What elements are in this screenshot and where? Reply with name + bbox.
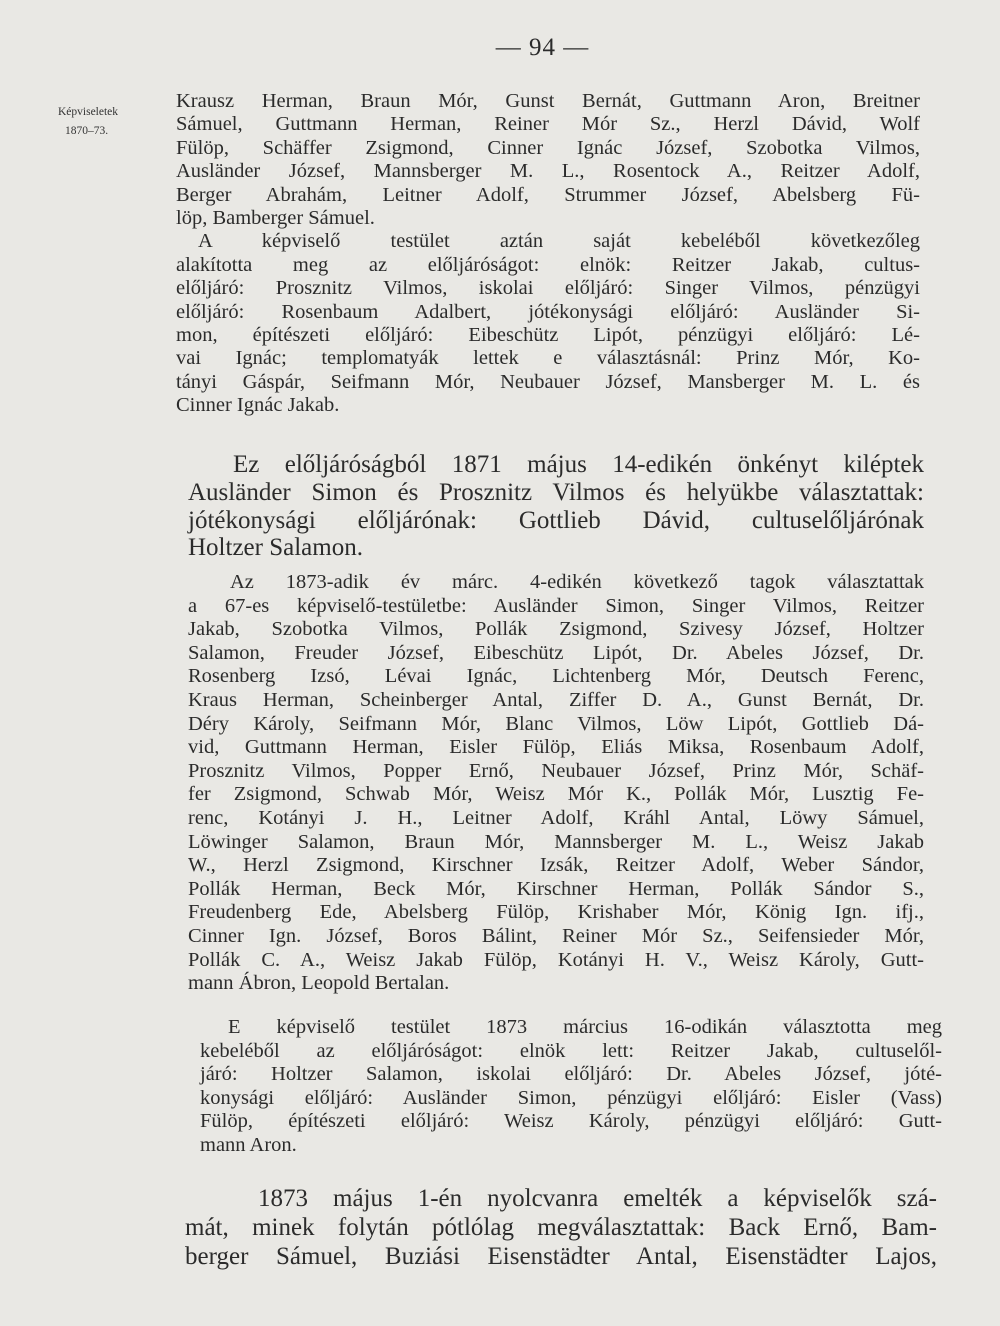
text-line: Jakab, Szobotka Vilmos, Pollák Zsigmond, Szivesy József, Holtzer: [188, 618, 924, 641]
text-line: 1873 május 1-én nyolcvanra emelték a képviselők szá-: [258, 1185, 937, 1212]
text-line: járó: Holtzer Salamon, iskolai előljáró: Dr. Abeles József, jóté-: [200, 1063, 942, 1085]
text-line: Ausländer József, Mannsberger M. L., Rosentock A., Reitzer Adolf,: [176, 160, 920, 183]
margin-note: [58, 103, 168, 141]
text-line: Fülöp, építészeti előljáró: Weisz Károly, pénzügyi előljáró: Gutt-: [200, 1110, 942, 1132]
text-line: Pollák Herman, Beck Mór, Kirschner Herman, Pollák Sándor S.,: [188, 877, 924, 900]
text-line: mann Ábron, Leopold Bertalan.: [188, 972, 450, 995]
margin-note-dates: 1870–73.: [65, 125, 109, 137]
text-line: Freudenberg Ede, Abelsberg Fülöp, Krishaber Mór, König Ign. ifj.,: [188, 901, 924, 924]
page-number: — 94 —: [495, 34, 590, 61]
text-line: Ausländer Simon és Prosznitz Vilmos és helyükbe választattak:: [188, 478, 924, 506]
text-line: alakította meg az előljáróságot: elnök: Reitzer Jakab, cultus-: [176, 253, 920, 276]
text-line: mann Aron.: [200, 1133, 297, 1156]
text-line: Rosenberg Izsó, Lévai Ignác, Lichtenberg Mór, Deutsch Ferenc,: [188, 665, 924, 688]
text-line: vai Ignác; templomatyák lettek e választásnál: Prinz Mór, Ko-: [176, 347, 920, 370]
text-line: tányi Gáspár, Seifmann Mór, Neubauer József, Mansberger M. L. és: [176, 370, 920, 393]
text-line: fer Zsigmond, Schwab Mór, Weisz Mór K., Pollák Mór, Lusztig Fe-: [188, 783, 924, 806]
text-line: Holtzer Salamon.: [188, 534, 363, 562]
text-line: renc, Kotányi J. H., Leitner Adolf, Kráhl Antal, Löwy Sámuel,: [188, 806, 924, 829]
text-line: W., Herzl Zsigmond, Kirschner Izsák, Reitzer Adolf, Weber Sándor,: [188, 854, 924, 877]
margin-note-label: Képviseletek: [58, 106, 119, 118]
text-line: vid, Guttmann Herman, Eisler Fülöp, Eliás Miksa, Rosenbaum Adolf,: [188, 736, 924, 759]
paragraph-2: [188, 451, 924, 562]
text-line: A képviselő testület aztán saját kebeléből következőleg: [198, 230, 920, 253]
text-line: Kraus Herman, Scheinberger Antal, Ziffer D. A., Gunst Bernát, Dr.: [188, 688, 924, 711]
paragraph-4: [200, 1016, 942, 1157]
text-line: berger Sámuel, Buziási Eisenstädter Antal, Eisenstädter Lajos,: [185, 1242, 937, 1270]
text-line: jótékonysági előljárónak: Gottlieb Dávid, cultuselőljárónak: [188, 506, 924, 534]
paragraph-1: [176, 90, 920, 418]
text-line: E képviselő testület 1873 március 16-odikán választotta meg: [228, 1016, 942, 1038]
text-line: Cinner Ign. József, Boros Bálint, Reiner Mór Sz., Seifensieder Mór,: [188, 924, 924, 947]
text-line: mon, építészeti előljáró: Eibeschütz Lipót, pénzügyi előljáró: Lé-: [176, 324, 920, 347]
text-line: Prosznitz Vilmos, Popper Ernő, Neubauer József, Prinz Mór, Schäf-: [188, 759, 924, 782]
text-line: Az 1873-adik év márc. 4-edikén következő tagok választattak: [230, 571, 924, 593]
text-line: Fülöp, Schäffer Zsigmond, Cinner Ignác József, Szobotka Vilmos,: [176, 136, 920, 159]
text-line: Löwinger Salamon, Braun Mór, Mannsberger M. L., Weisz Jakab: [188, 830, 924, 853]
text-line: konysági előljáró: Ausländer Simon, pénzügyi előljáró: Eisler (Vass): [200, 1086, 942, 1109]
text-line: Sámuel, Guttmann Herman, Reiner Mór Sz., Herzl Dávid, Wolf: [176, 113, 920, 136]
text-line: Cinner Ignác Jakab.: [176, 394, 340, 417]
paragraph-3: [188, 571, 924, 996]
text-line: Berger Abrahám, Leitner Adolf, Strummer József, Abelsberg Fü-: [176, 183, 920, 206]
text-line: mát, minek folytán pótlólag megválasztattak: Back Ernő, Bam-: [185, 1213, 937, 1241]
text-line: kebeléből az előljáróságot: elnök lett: Reitzer Jakab, cultuselől-: [200, 1039, 942, 1062]
text-line: Ez előljáróságból 1871 május 14-edikén önkényt kiléptek: [233, 451, 924, 478]
text-line: Pollák C. A., Weisz Jakab Fülöp, Kotányi H. V., Weisz Károly, Gutt-: [188, 948, 924, 971]
text-line: Salamon, Freuder József, Eibeschütz Lipót, Dr. Abeles József, Dr.: [188, 641, 924, 664]
text-line: a 67-es képviselő-testületbe: Ausländer Simon, Singer Vilmos, Reitzer: [188, 594, 924, 617]
text-line: Déry Károly, Seifmann Mór, Blanc Vilmos, Löw Lipót, Gottlieb Dá-: [188, 712, 924, 735]
paragraph-5: [185, 1185, 937, 1271]
text-line: előljáró: Prosznitz Vilmos, iskolai előljáró: Singer Vilmos, pénzügyi: [176, 277, 920, 300]
text-line: löp, Bamberger Sámuel.: [176, 207, 375, 230]
text-line: előljáró: Rosenbaum Adalbert, jótékonysági előljáró: Ausländer Si-: [176, 300, 920, 323]
text-line: Krausz Herman, Braun Mór, Gunst Bernát, Guttmann Aron, Breitner: [176, 90, 920, 112]
